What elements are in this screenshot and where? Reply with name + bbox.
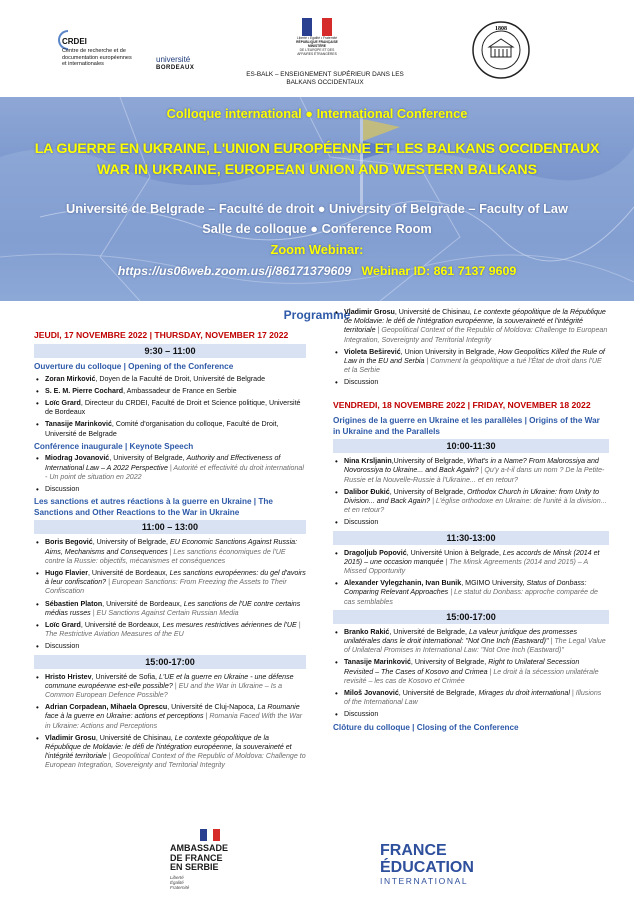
speaker-name: Adrian Corpadean, Mihaela Oprescu: [45, 703, 168, 712]
speaker-name: Tanasije Marinković: [344, 658, 411, 667]
ministere-line: AFFAIRES ÉTRANGÈRES: [297, 52, 337, 56]
list-item: [34, 387, 306, 396]
speaker-affiliation: , University of Belgrade,: [410, 658, 489, 667]
talk-title: La Roumanie face à la guerre en Ukraine: actions et perceptions: [45, 703, 300, 721]
speaker-affiliation: , MGIMO University,: [461, 579, 527, 588]
speaker-name: Vladimir Grosu: [344, 308, 395, 316]
talk-title: EU Economic Sanctions Against Russia: Aims, Mechanisms and Consequences: [45, 538, 298, 556]
ministere-line: DE L'EUROPE ET DES: [299, 48, 335, 52]
speaker-name: Branko Rakić: [344, 627, 390, 636]
talk-title: L'UE et la guerre en Ukraine - une défense commune européenne est-elle possible?: [45, 672, 294, 690]
title-french: LA GUERRE EN UKRAINE, L'UNION EUROPÉENNE ET LES BALKANS OCCIDENTAUX: [34, 141, 600, 157]
speaker-name: Zoran Mirković: [45, 374, 96, 383]
list-item: [333, 488, 609, 516]
speaker-affiliation: , Université de Chisinau,: [394, 308, 474, 316]
list-item: [34, 420, 306, 438]
talk-title: How Geopolitics Killed the Rule of Law in the EU and Serbia: [344, 347, 605, 366]
talk-translation: | Le statut du Donbass: approche comparée de cas semblables: [344, 588, 598, 606]
bordeaux-logo: [156, 56, 194, 72]
list-item: [34, 621, 306, 639]
speaker-affiliation: , Université de Bordeaux,: [87, 569, 170, 578]
list-item: [34, 733, 306, 770]
time-slot: 11:30-13:00: [333, 531, 609, 545]
origins-speakers: [333, 457, 609, 527]
talk-title: What's in a Name? From Malorossiya and Novorossiya to Ukraine... and Back Again?: [344, 457, 599, 475]
talk-translation: | The Restrictive Aviation Measures of the EU: [45, 621, 301, 639]
conference-banner: [0, 97, 634, 301]
speaker-name: Violeta Beširević: [344, 347, 401, 356]
ministere-line: Liberté • Égalité • Fraternité: [296, 36, 338, 40]
talk-title: Le contexte géopolitique de la République de Moldavie: le défi de l'intégration européenne, la souveraineté et l'intégrité territoriale: [344, 308, 606, 335]
day1-column: [34, 330, 306, 770]
speaker-affiliation: , Université de Bordeaux,: [80, 621, 163, 630]
ambassade-line: EN SERBIE: [170, 862, 219, 872]
talk-translation: | EU and the War in Ukraine – Is a Common European Defence Possible?: [45, 681, 283, 700]
crdei-name: CRDEI: [62, 37, 87, 46]
devise-line: Fraternité: [170, 884, 190, 890]
ministere-line: RÉPUBLIQUE FRANÇAISE: [296, 40, 338, 44]
session-sanctions: Les sanctions et autres réactions à la guerre en Ukraine | The Sanctions and Other Reactions to the War in Ukraine: [34, 497, 273, 517]
speaker-name: Tanasije Marinković: [45, 420, 112, 429]
keynote-speakers: [34, 454, 306, 494]
speaker-name: Miodrag Jovanović: [45, 454, 110, 463]
time-slot: 15:00-17:00: [333, 610, 609, 624]
list-item: [333, 457, 609, 485]
speaker-name: Nina Krsljanin: [344, 457, 392, 466]
french-flag-icon: [200, 829, 220, 841]
list-item: [34, 600, 306, 618]
session-closing: Clôture du colloque | Closing of the Conference: [333, 722, 519, 732]
zoom-label: Zoom Webinar:: [270, 242, 364, 257]
session-origins: Origines de la guerre en Ukraine et les parallèles | Origins of the War in Ukraine and the Parallels: [333, 416, 600, 436]
list-item: [34, 538, 306, 566]
time-slot: 10:00-11:30: [333, 439, 609, 453]
session-keynote: Conférence inaugurale | Keynote Speech: [34, 441, 194, 451]
speaker-affiliation: , Université de Cluj-Napoca,: [167, 703, 258, 712]
list-item: [333, 658, 609, 686]
discussion-label: Discussion: [45, 485, 80, 494]
speaker-name: Sébastien Platon: [45, 599, 103, 608]
list-item: [333, 518, 609, 527]
speaker-affiliation: , Université de Sofia,: [91, 672, 159, 681]
speaker-name: Alexander Vylegzhanin, Ivan Bunik: [344, 579, 462, 588]
devise-line: Égalité: [170, 879, 184, 885]
speaker-name: Dragoljub Popović: [344, 548, 407, 557]
venue-university: Université de Belgrade – Faculté de droit ● University of Belgrade – Faculty of Law: [66, 201, 568, 216]
talk-translation: | L'église orthodoxe en Ukraine: de l'unité à la division... et en retour?: [344, 497, 607, 515]
talk-translation: | Autorité et effectivité du droit international - Un point de situation en 2022: [45, 463, 304, 481]
speaker-name: Dalibor Đukić: [344, 487, 390, 496]
fe-line2: ÉDUCATION: [380, 859, 474, 876]
speaker-affiliation: , Doyen de la Faculté de Droit, Université de Belgrade: [95, 374, 266, 383]
talk-translation: | Geopolitical Context of the Republic of Moldova: Challenge to European Integration, Sovereignty and Territorial Integrity: [45, 752, 306, 770]
talk-translation: | Geopolitical Context of the Republic of Moldova: Challenge to European Integration, Sovereignty and Territorial Integrity: [344, 326, 608, 344]
bordeaux-line2: BORDEAUX: [156, 65, 195, 71]
speaker-affiliation: , Université de Chisinau,: [95, 733, 175, 742]
discussion-label: Discussion: [344, 710, 379, 719]
ministere-logo: [290, 18, 344, 70]
talk-title: Les sanctions européennes: du gel d'avoirs à leur confiscation?: [45, 569, 306, 587]
speaker-name: Hugo Flavier: [45, 569, 88, 578]
speaker-affiliation: , Université de Belgrade,: [389, 627, 469, 636]
list-item: [333, 579, 609, 607]
zoom-link-row: [0, 264, 634, 278]
zoom-link[interactable]: https://us06web.zoom.us/j/86171379609: [117, 264, 352, 278]
talk-translation: | Les sanctions économiques de l'UE contre la Russie: objectifs, mécanismes et conséquences: [45, 547, 286, 565]
speaker-affiliation: , Directeur du CRDEI, Faculté de Droit et Science politique, Université de Bordeaux: [45, 399, 301, 417]
list-item: [34, 642, 306, 651]
crdei-line: et internationales: [62, 61, 104, 68]
talk-translation: | Romania Faced With the War in Ukraine: Actions and Perceptions: [45, 712, 303, 730]
esbalk-label: ES-BALK – ENSEIGNEMENT SUPÉRIEUR DANS LES BALKANS OCCIDENTAUX: [246, 71, 404, 87]
list-item: [34, 399, 306, 417]
list-item: [34, 485, 306, 494]
france-education-logo: [380, 842, 500, 886]
speaker-affiliation: , Union University in Belgrade,: [400, 347, 499, 356]
time-slot: 11:00 – 13:00: [34, 520, 306, 534]
talk-translation: | Illusions of the International Law: [344, 689, 602, 707]
sanctions-speakers: [34, 538, 306, 651]
ambassade-logo: [170, 829, 250, 890]
talk-translation: | Le droit à la sécession unilatérale revisité – les cas de Kosovo et Crimée: [344, 667, 599, 685]
list-item: [333, 378, 609, 387]
fe-line1: FRANCE: [380, 842, 447, 859]
speaker-affiliation: , Université Union à Belgrade,: [406, 548, 503, 557]
speaker-name: S. E. M. Pierre Cochard: [45, 386, 124, 395]
talk-title: Status of Donbass: Comparing Relevant Approaches: [344, 579, 587, 597]
continuation-block: [333, 308, 609, 387]
talk-title: Mirages du droit international: [478, 689, 570, 698]
talk-title: Authority and Effectiveness of International Law – A 2022 Perspective: [45, 454, 281, 472]
discussion-label: Discussion: [344, 518, 379, 527]
crdei-line: documentation européennes: [62, 54, 132, 61]
talk-translation: | EU Sanctions Against Certain Russian Media: [90, 608, 239, 617]
ambassade-line: AMBASSADE: [170, 843, 229, 853]
discussion-label: Discussion: [45, 642, 80, 651]
day2-heading: VENDREDI, 18 NOVEMBRE 2022 | FRIDAY, NOVEMBER 18 2022: [333, 400, 591, 410]
talk-title: Right to Unilateral Secession Revisited – The Cases of Kosovo and Crimea: [344, 658, 580, 676]
midday2-speakers: [333, 549, 609, 607]
seal-year: 1808: [495, 26, 507, 32]
colloque-heading: Colloque international ● International Conference: [166, 106, 468, 121]
list-item: [34, 375, 306, 384]
speaker-affiliation: ,University of Belgrade,: [391, 457, 468, 466]
list-item: [34, 569, 306, 597]
afternoon1-speakers: [34, 672, 306, 770]
talk-title: Les mesures restrictives aériennes de l'UE: [162, 621, 297, 630]
list-item: [34, 703, 306, 731]
speaker-affiliation: , Comité d'organisation du colloque, Faculté de Droit, Université de Belgrade: [45, 420, 279, 438]
talk-translation: | The Minsk Agreements (2014 and 2015) – A Missed Opportunity: [344, 557, 588, 576]
talk-title: Les accords de Minsk (2014 et 2015) – une occasion manquée: [344, 548, 600, 566]
speaker-affiliation: , University of Belgrade,: [109, 454, 187, 463]
university-seal-icon: [471, 20, 531, 80]
talk-title: La valeur juridique des promesses unilatérales dans le droit international: "Not One Inch (Eastward)": [344, 627, 578, 646]
time-slot: 9:30 – 11:00: [34, 344, 306, 358]
opening-speakers: [34, 375, 306, 439]
continued-speakers: [333, 308, 609, 388]
speaker-name: Loïc Grard: [45, 621, 81, 630]
speaker-affiliation: , Université de Belgrade,: [398, 689, 479, 698]
ambassade-line: DE FRANCE: [170, 852, 223, 863]
list-item: [34, 454, 306, 482]
crdei-line: Centre de recherche et de: [62, 48, 126, 54]
speaker-name: Miloš Jovanović: [344, 689, 399, 698]
talk-title: Orthodox Church in Ukraine: from Unity to Division... and Back Again?: [344, 487, 600, 505]
day1-heading: JEUDI, 17 NOVEMBRE 2022 | THURSDAY, NOVEMBER 17 2022: [34, 330, 289, 340]
programme-title: Programme: [283, 308, 351, 322]
fe-line3: INTERNATIONAL: [380, 876, 469, 886]
ministere-line: MINISTÈRE: [308, 44, 326, 48]
devise-line: Liberté: [170, 874, 184, 880]
discussion-label: Discussion: [344, 378, 379, 387]
talk-translation: | Comment la géopolitique a tué l'État de droit dans l'UE et la Serbie: [344, 357, 602, 375]
list-item: [34, 673, 306, 701]
speaker-name: Loïc Grard: [45, 399, 81, 407]
speaker-affiliation: , University of Belgrade,: [92, 538, 170, 547]
bordeaux-line1: université: [156, 55, 191, 64]
talk-title: Le contexte géopolitique de la République de Moldavie: le défi de l'intégration européenne, la souveraineté et l'intégrité territoriale: [45, 733, 292, 761]
list-item: [333, 710, 609, 719]
list-item: [333, 308, 609, 345]
list-item: [333, 689, 609, 707]
talk-translation: | European Sanctions: From Freezing the Assets to Their Confiscation: [45, 578, 287, 596]
speaker-affiliation: , Université de Bordeaux,: [102, 599, 184, 608]
day2-column: [333, 308, 609, 735]
session-opening: Ouverture du colloque | Opening of the Conference: [34, 362, 234, 371]
speaker-affiliation: , Ambassadeur de France en Serbie: [123, 386, 237, 395]
venue-room: Salle de colloque ● Conference Room: [202, 221, 432, 236]
time-slot: 15:00-17:00: [34, 655, 306, 669]
talk-translation: | Qu'y a-t-il dans un nom ? De la Petite-Russie et la Nouvelle-Russie à l'Ukraine... et en retour?: [344, 466, 605, 484]
talk-title: Les sanctions de l'UE contre certains médias russes: [45, 599, 301, 617]
title-english: WAR IN UKRAINE, EUROPEAN UNION AND WESTERN BALKANS: [96, 162, 538, 178]
list-item: [333, 348, 609, 376]
speaker-affiliation: , University of Belgrade,: [389, 487, 468, 496]
speaker-name: Boris Begović: [45, 538, 93, 547]
list-item: [333, 628, 609, 656]
list-item: [333, 549, 609, 577]
talk-translation: | The Legal Value of Unilateral Promises in International Law: "Not One Inch (Eastward)": [344, 637, 606, 655]
webinar-id: Webinar ID: 861 7137 9609: [361, 264, 517, 278]
french-flag-icon: [302, 18, 332, 36]
speaker-name: Hristo Hristev: [45, 672, 92, 681]
speaker-name: Vladimir Grosu: [45, 733, 96, 742]
afternoon2-speakers: [333, 628, 609, 720]
